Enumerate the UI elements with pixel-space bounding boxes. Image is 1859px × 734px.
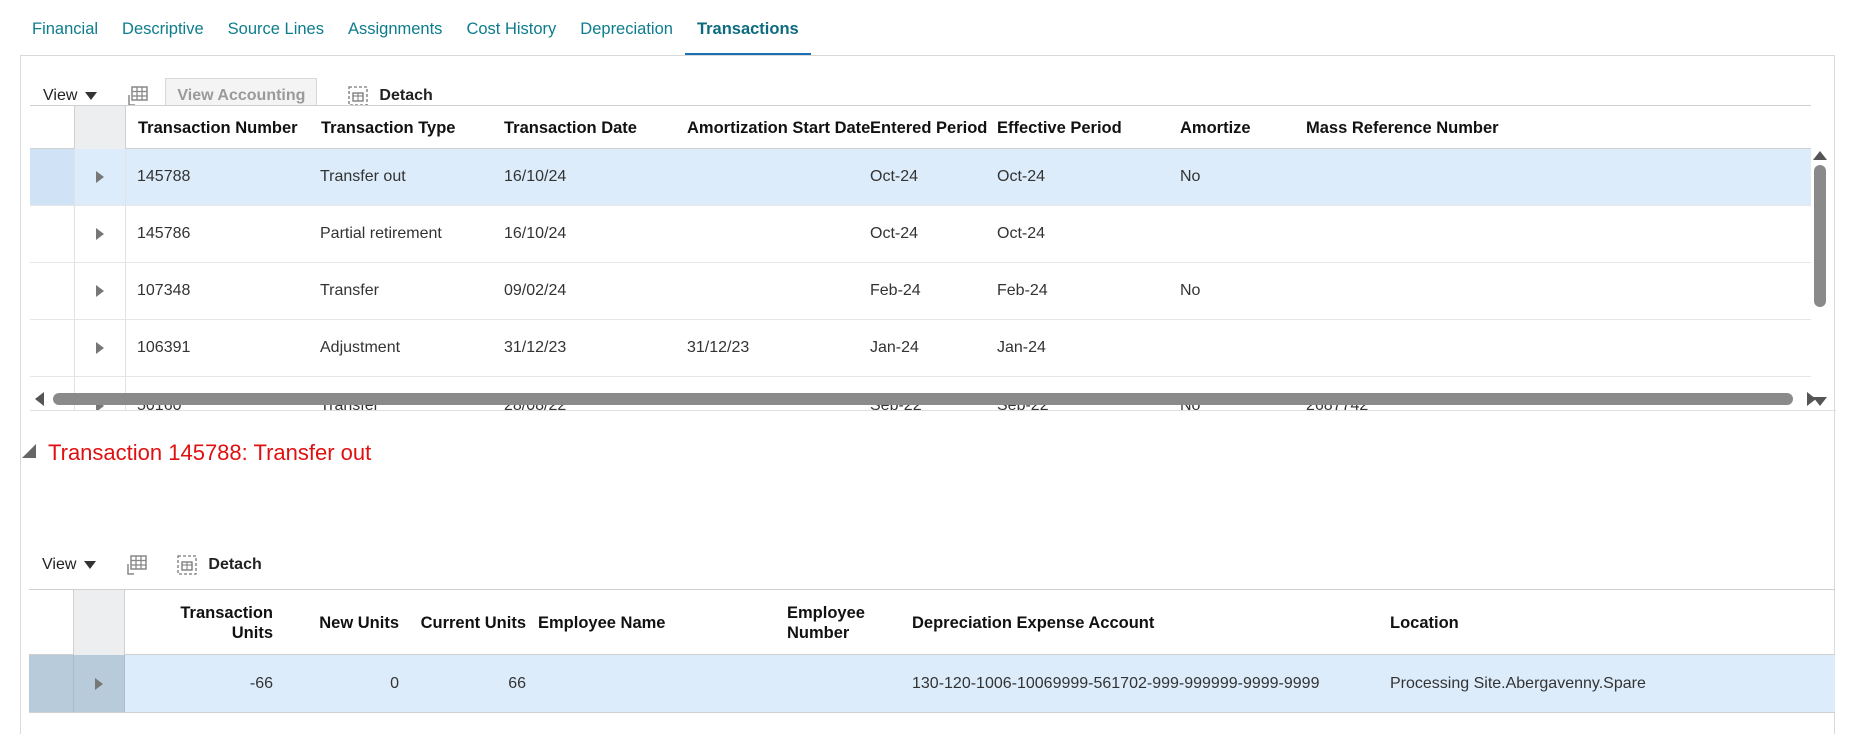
table-header [30, 105, 1811, 149]
table-row[interactable] [30, 263, 1811, 320]
row-header[interactable] [30, 320, 74, 376]
cell-transaction-number: 106391 [137, 339, 191, 356]
detail-section-header[interactable] [22, 440, 371, 466]
table-row[interactable] [30, 149, 1811, 206]
select-column-header [74, 106, 126, 150]
col-mass-reference-number[interactable]: Mass Reference Number [1306, 118, 1499, 137]
tab-assignments[interactable]: Assignments [347, 20, 443, 38]
cell-transaction-type: Transfer out [320, 168, 406, 185]
table-row[interactable] [30, 320, 1811, 377]
view-menu-label: View [43, 87, 78, 104]
col-amortize[interactable]: Amortize [1180, 118, 1251, 137]
tab-bar [20, 0, 811, 56]
transaction-detail-table [29, 589, 1835, 734]
tab-descriptive[interactable]: Descriptive [122, 20, 204, 38]
row-header[interactable] [30, 263, 74, 319]
cell-amortize: No [1180, 282, 1201, 299]
horizontal-scroll-thumb[interactable] [53, 393, 1793, 405]
cell-amortize: No [1180, 168, 1201, 185]
cell-amortization-start-date: 31/12/23 [687, 339, 750, 356]
col-transaction-units-line2: Units [231, 624, 273, 642]
cell-effective-period: Oct-24 [997, 225, 1046, 242]
tab-source-lines[interactable]: Source Lines [227, 20, 324, 38]
col-employee-number-line2: Number [787, 624, 850, 642]
cell-entered-period: Jan-24 [870, 339, 919, 356]
scroll-left-icon[interactable] [35, 392, 44, 406]
cell-transaction-date: 31/12/23 [504, 339, 567, 356]
cell-transaction-type: Adjustment [320, 339, 401, 356]
cell-transaction-type: Partial retirement [320, 225, 442, 242]
tab-transactions[interactable]: Transactions [685, 0, 811, 56]
tab-depreciation[interactable]: Depreciation [580, 20, 673, 38]
vertical-scroll-thumb[interactable] [1814, 165, 1826, 307]
view-menu[interactable] [35, 87, 105, 105]
scroll-right-icon[interactable] [1807, 392, 1816, 406]
tab-financial[interactable]: Financial [32, 20, 99, 38]
cell-entered-period: Oct-24 [870, 168, 919, 185]
cell-current-units: 66 [508, 674, 526, 692]
detail-table-header [29, 589, 1835, 655]
detail-table-row[interactable] [29, 655, 1835, 713]
detach-label: Detach [379, 87, 433, 104]
triangle-right-icon[interactable] [96, 342, 104, 354]
triangle-right-icon[interactable] [96, 285, 104, 297]
row-expand[interactable] [74, 149, 126, 205]
cell-transaction-date: 16/10/24 [504, 225, 567, 242]
detail-detach-button[interactable] [174, 552, 261, 578]
cell-transaction-number: 145786 [137, 225, 191, 242]
cell-transaction-number: 145788 [137, 168, 191, 185]
cell-depreciation-expense-account: 130-120-1006-10069999-561702-999-999999-9999-9999 [912, 674, 1320, 692]
cell-transaction-date: 09/02/24 [504, 282, 567, 299]
divider [30, 410, 1836, 411]
cell-transaction-units: -66 [249, 674, 273, 692]
col-transaction-date[interactable]: Transaction Date [504, 118, 637, 137]
cell-transaction-date: 16/10/24 [504, 168, 567, 185]
tab-cost-history[interactable]: Cost History [466, 20, 557, 38]
row-expand[interactable] [74, 320, 126, 376]
view-menu-label: View [42, 556, 77, 573]
col-effective-period[interactable]: Effective Period [997, 118, 1122, 137]
cell-effective-period: Jan-24 [997, 339, 1046, 356]
cell-new-units: 0 [390, 674, 399, 692]
table-row[interactable] [30, 206, 1811, 263]
row-header[interactable] [29, 655, 73, 712]
col-amortization-start-date[interactable]: Amortization Start Date [687, 118, 871, 137]
cell-location: Processing Site.Abergavenny.Spare [1390, 674, 1646, 692]
table-freeze-icon[interactable] [124, 552, 150, 578]
detach-icon [174, 552, 200, 578]
horizontal-scrollbar[interactable] [35, 390, 1820, 408]
detach-label: Detach [208, 556, 262, 573]
triangle-collapse-icon[interactable] [22, 444, 36, 458]
col-transaction-units[interactable] [149, 590, 273, 656]
col-depreciation-expense-account[interactable]: Depreciation Expense Account [912, 614, 1155, 632]
detail-section-title: Transaction 145788: Transfer out [48, 440, 372, 465]
row-header[interactable] [30, 206, 74, 262]
caret-down-icon [85, 92, 97, 100]
triangle-right-icon[interactable] [95, 678, 103, 690]
vertical-scrollbar[interactable] [1811, 149, 1827, 410]
col-entered-period[interactable]: Entered Period [870, 118, 988, 137]
triangle-right-icon[interactable] [96, 228, 104, 240]
detail-toolbar [34, 547, 262, 583]
col-current-units[interactable]: Current Units [420, 614, 526, 632]
col-employee-number[interactable] [787, 590, 865, 656]
cell-transaction-type: Transfer [320, 282, 379, 299]
caret-down-icon [84, 561, 96, 569]
col-new-units[interactable]: New Units [319, 614, 399, 632]
cell-entered-period: Feb-24 [870, 282, 921, 299]
detail-view-menu[interactable] [34, 556, 104, 574]
view-accounting-button[interactable]: View Accounting [165, 78, 317, 114]
col-employee-name[interactable]: Employee Name [538, 614, 666, 632]
cell-effective-period: Feb-24 [997, 282, 1048, 299]
col-transaction-type[interactable]: Transaction Type [321, 118, 456, 137]
col-transaction-units-line1: Transaction [180, 604, 273, 622]
scroll-up-icon[interactable] [1813, 151, 1827, 160]
triangle-right-icon[interactable] [96, 171, 104, 183]
row-expand[interactable] [74, 263, 126, 319]
row-header[interactable] [30, 149, 74, 205]
cell-entered-period: Oct-24 [870, 225, 919, 242]
row-expand[interactable] [74, 206, 126, 262]
cell-transaction-number: 107348 [137, 282, 191, 299]
row-expand[interactable] [73, 655, 125, 712]
transactions-table [30, 105, 1836, 410]
col-transaction-number[interactable]: Transaction Number [138, 118, 298, 137]
col-location[interactable]: Location [1390, 614, 1459, 632]
select-column-header [73, 590, 125, 656]
cell-effective-period: Oct-24 [997, 168, 1046, 185]
col-employee-number-line1: Employee [787, 604, 865, 622]
